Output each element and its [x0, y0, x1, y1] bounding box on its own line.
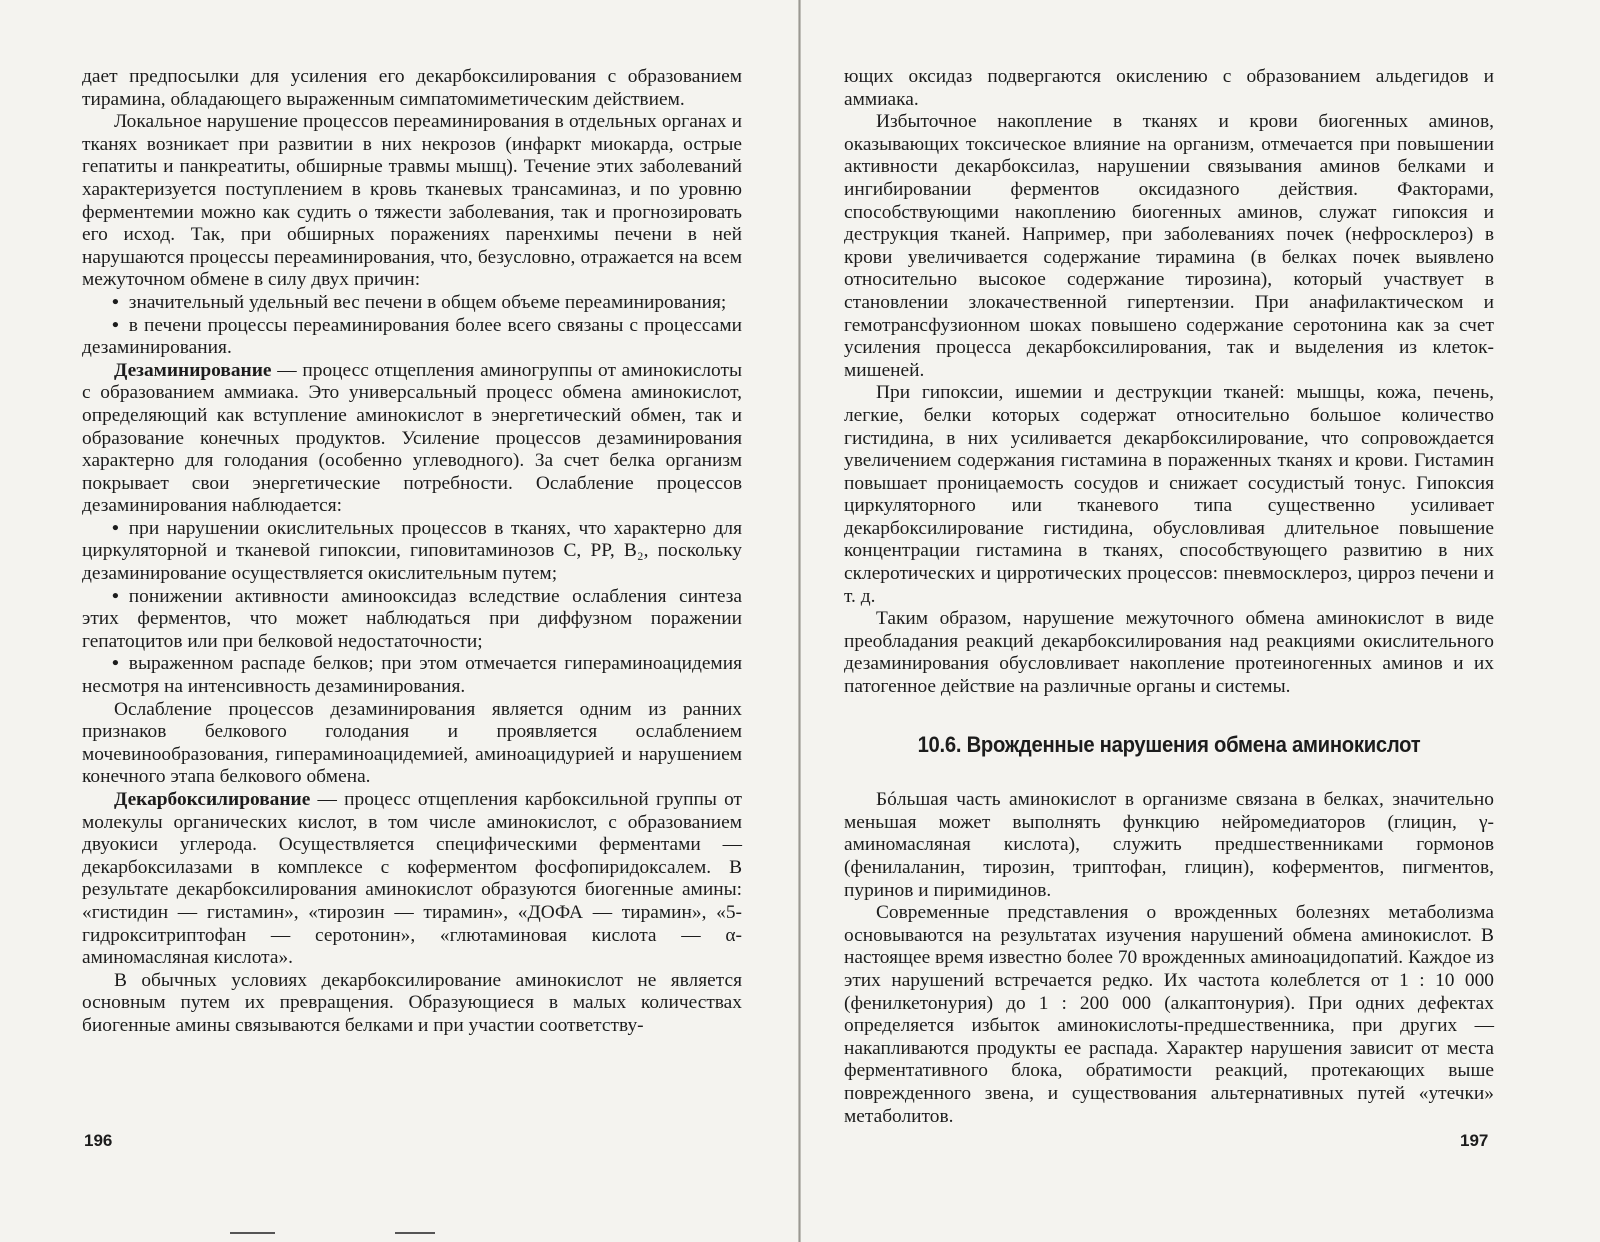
paragraph-text: Таким образом, нарушение межуточного обмена аминокислот в виде преобладания реакций декарбоксилирования над реакциями окислительного дезаминирования обусловливает накопление протеиногенных аминов и их патогенное действие на различные органы и системы. [844, 608, 1494, 698]
paragraph-text: выраженном распаде белков; при этом отмечается гипераминоацидемия несмотря на интенсивность дезаминирования. [82, 653, 742, 698]
bullet-icon: • [112, 314, 119, 336]
term: Дезаминирование [114, 359, 272, 381]
bullet-icon: • [112, 585, 119, 607]
left-page-text [82, 66, 742, 1038]
paragraph-text: Избыточное накопление в тканях и крови биогенных аминов, оказывающих токсическое влияние на организм, отмечается при повышении активности декарбоксилаз, нарушении связывания аминов белками и ингибировании ферментов оксидазного действия. Факторами, способствующими накоплению биогенных аминов, служат гипоксия и деструкция тканей. Например, при заболеваниях почек (нефросклероз) в крови увеличивается содержание тирамина (в белках почек выявлено относительно высокое содержание тирозина), который участвует в становлении злокачественной гипертензии. При анафилактическом и гемотрансфузионном шоках повышено содержание серотонина как за счет усиления процесса декарбоксилирования, так и выделения из клеток-мишеней. [844, 111, 1494, 381]
paragraph [844, 608, 1494, 698]
paragraph-text: при нарушении окислительных процессов в тканях, что характерно для циркуляторной и тканевой гипоксии, гиповитаминозов C, PP, B₂, поскольку дезаминирование осуществляется окислительным путем; [82, 517, 742, 585]
scan-edge-mark [395, 1232, 435, 1234]
paragraph-text: значительный удельный вес печени в общем объеме переаминирования; [128, 291, 727, 313]
right-page-body-bottom [844, 789, 1494, 1128]
definition-paragraph [82, 360, 742, 518]
bullet-icon: • [112, 517, 119, 539]
term: Декарбоксилирование [114, 789, 311, 810]
bullet-icon: • [112, 653, 119, 675]
paragraph-text: в печени процессы переаминирования более всего связаны с процессами дезаминирования. [82, 314, 742, 359]
bullet-item [82, 315, 742, 360]
paragraph-text: — процесс отщепления аминогруппы от аминокислоты с образованием аммиака. Это универсальный процесс обмена аминокислот, определяющий как вступление аминокислот в энергетический обмен, так и образование конечных продуктов. Усиление процессов дезаминирования характерно для голодания (особенно углеводного). За счет белка организм покрывает свои энергетические потребности. Ослабление процессов дезаминирования наблюдается: [82, 359, 742, 517]
page-number-right: 197 [1460, 1131, 1489, 1150]
paragraph [844, 111, 1494, 382]
paragraph [844, 789, 1494, 902]
right-page-text [844, 66, 1494, 1128]
paragraph-text: Ослабление процессов дезаминирования является одним из ранних признаков белкового голодания и проявляется ослаблением мочевинообразования, гипераминоацидемией, аминоацидурией и нарушением конечного этапа белкового обмена. [82, 698, 742, 788]
section-heading: 10.6. Врожденные нарушения обмена аминокислот [917, 731, 1421, 757]
paragraph [844, 66, 1494, 111]
paragraph-text: — процесс отщепления карбоксильной группы от молекулы органических кислот, в том числе аминокислот, с образованием двуокиси углерода. Осуществляется специфическими ферментами — декарбоксилазами в комплексе с коферментом фосфопиридоксалем. В результате декарбоксилирования аминокислот образуются биогенные амины: «гистидин — гистамин», «тирозин — тирамин», «ДОФА — тирамин», «5-гидрокситриптофан — серотонин», «глютаминовая кислота — α-аминомасляная кислота». [82, 789, 742, 969]
bullet-item [82, 292, 742, 315]
paragraph [82, 970, 742, 1038]
paragraph-text: Современные представления о врожденных болезнях метаболизма основываются на результатах изучения нарушений обмена аминокислот. В настоящее время известно более 70 врожденных аминоацидопатий. Каждое из этих нарушений встречается редко. Их частота колеблется от 1 : 10 000 (фенилкетонурия) до 1 : 200 000 (алкаптонурия). При одних дефектах определяется избыток аминокислоты-предшественника, при других — накапливаются продукты ее распада. Характер нарушения зависит от места ферментативного блока, обратимости реакций, протекающих выше поврежденного звена, и существования альтернативных путей «утечки» метаболитов. [844, 902, 1494, 1127]
paragraph-text: В обычных условиях декарбоксилирование аминокислот не является основным путем их превращения. Образующиеся в малых количествах биогенные амины связываются белками и при участии соответству- [82, 969, 742, 1036]
paragraph-text: Бóльшая часть аминокислот в организме связана в белках, значительно меньшая может выполнять функцию нейромедиаторов (глицин, γ-аминомасляная кислота), служить предшественниками гормонов (фенилаланин, тирозин, триптофан, глицин), коферментов, пигментов, пуринов и пиримидинов. [844, 789, 1494, 901]
bullet-icon: • [112, 291, 119, 313]
paragraph-text: Локальное нарушение процессов переаминирования в отдельных органах и тканях возникает при развитии в них некрозов (инфаркт миокарда, острые гепатиты и панкреатиты, обширные травмы мышц). Течение этих заболеваний характеризуется поступлением в кровь тканевых трансаминаз, и по уровню ферментемии можно как судить о тяжести заболевания, так и прогнозировать его исход. Так, при обширных поражениях паренхимы печени в ней нарушаются процессы переаминирования, что, безусловно, отражается на всем межуточном обмене в силу двух причин: [82, 111, 742, 291]
paragraph-text: дает предпосылки для усиления его декарбоксилирования с образованием тирамина, обладающего выраженным симпатомиметическим действием. [82, 66, 742, 110]
page-number-left: 196 [84, 1131, 113, 1150]
paragraph [844, 382, 1494, 608]
paragraph [82, 699, 742, 789]
paragraph [82, 66, 742, 111]
definition-paragraph [82, 789, 742, 970]
scan-edge-mark [230, 1232, 275, 1234]
paragraph-text: ющих оксидаз подвергаются окислению с образованием альдегидов и аммиака. [844, 66, 1494, 110]
bullet-item [82, 518, 742, 586]
paragraph-text: При гипоксии, ишемии и деструкции тканей: мышцы, кожа, печень, легкие, белки которых содержат относительно большое количество гистидина, в них усиливается декарбоксилирование, что сопровождается увеличением содержания гистамина в пораженных тканях и крови. Гистамин повышает проницаемость сосудов и снижает сосудистый тонус. Гипоксия циркуляторного или тканевого типа существенно усиливает декарбоксилирование гистидина, обусловливая длительное повышение концентрации гистамина в тканях, способствующего развитию в них склеротических и цирротических процессов: пневмосклероз, цирроз печени и т. д. [844, 382, 1494, 607]
paragraph [844, 902, 1494, 1128]
bullet-item [82, 653, 742, 698]
paragraph [82, 111, 742, 292]
bullet-item [82, 586, 742, 654]
right-page [800, 0, 1600, 1242]
paragraph-text: понижении активности аминооксидаз вследствие ослабления синтеза этих ферментов, что может наблюдаться при диффузном поражении гепатоцитов или при белковой недостаточности; [82, 585, 742, 652]
right-page-body-top [844, 66, 1494, 699]
